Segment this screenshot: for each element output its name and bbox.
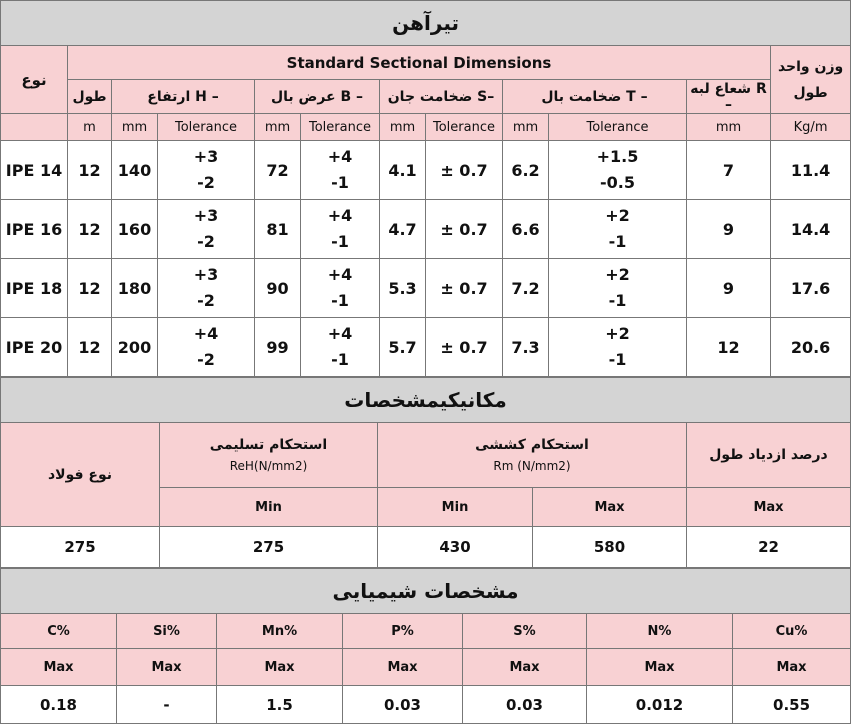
table-row — [1, 318, 851, 377]
row-width: 81 — [255, 200, 301, 259]
steel-type-value: 275 — [1, 527, 160, 568]
unit-radius: mm — [687, 114, 771, 141]
tensile-max-label: Max — [533, 488, 687, 527]
row-web: 4.7 — [380, 200, 426, 259]
tensile-header: استحکام کششی Rm (N/mm2) — [378, 423, 687, 488]
col-radius-header: شعاع لبه R – — [687, 80, 771, 114]
row-length: 12 — [68, 200, 112, 259]
row-radius: 12 — [687, 318, 771, 377]
unit-web: mm — [380, 114, 426, 141]
row-type: IPE 16 — [1, 200, 68, 259]
tol-flange: Tolerance — [549, 114, 687, 141]
row-web-tol: ± 0.7 — [426, 259, 503, 318]
tol-height: Tolerance — [158, 114, 255, 141]
unit-weight: Kg/m — [771, 114, 851, 141]
col-length-header: طول — [68, 80, 112, 114]
element-value: 0.55 — [733, 686, 851, 724]
unit-length: m — [68, 114, 112, 141]
tensile-min-label: Min — [378, 488, 533, 527]
element-value: - — [117, 686, 217, 724]
row-width: 90 — [255, 259, 301, 318]
row-length: 12 — [68, 259, 112, 318]
row-height-tol: +3 -2 — [158, 259, 255, 318]
col-height-header: ارتفاع H – — [112, 80, 255, 114]
unit-height: mm — [112, 114, 158, 141]
max-label: Max — [733, 649, 851, 686]
element-header: S% — [463, 614, 587, 649]
table-row — [1, 259, 851, 318]
element-header: C% — [1, 614, 117, 649]
section-title-chemical: مشخصات شیمیایی — [1, 569, 851, 614]
yield-header: استحکام تسلیمی ReH(N/mm2) — [160, 423, 378, 488]
section-title-mechanical: مکانیکیمشخصات — [1, 378, 851, 423]
row-height-tol: +3 -2 — [158, 141, 255, 200]
row-web-tol: ± 0.7 — [426, 318, 503, 377]
row-weight: 20.6 — [771, 318, 851, 377]
tol-width: Tolerance — [301, 114, 380, 141]
element-value: 0.18 — [1, 686, 117, 724]
col-flange-header: ضخامت بال T – — [503, 80, 687, 114]
element-value: 0.012 — [587, 686, 733, 724]
row-width-tol: +4 -1 — [301, 318, 380, 377]
tensile-max-value: 580 — [533, 527, 687, 568]
row-height: 180 — [112, 259, 158, 318]
row-width: 99 — [255, 318, 301, 377]
row-flange: 7.3 — [503, 318, 549, 377]
row-weight: 11.4 — [771, 141, 851, 200]
standard-dimensions-header: Standard Sectional Dimensions — [68, 46, 771, 80]
row-width-tol: +4 -1 — [301, 141, 380, 200]
col-type-header: نوع — [1, 46, 68, 114]
element-header: Si% — [117, 614, 217, 649]
mechanical-table — [0, 377, 851, 568]
max-label: Max — [587, 649, 733, 686]
col-width-header: عرض بال B – — [255, 80, 380, 114]
element-value: 0.03 — [343, 686, 463, 724]
row-web-tol: ± 0.7 — [426, 141, 503, 200]
max-label: Max — [463, 649, 587, 686]
steel-type-header: نوع فولاد — [1, 423, 160, 527]
table-row — [1, 200, 851, 259]
element-header: Cu% — [733, 614, 851, 649]
row-height: 160 — [112, 200, 158, 259]
chemical-table — [0, 568, 851, 724]
row-flange-tol: +2 -1 — [549, 200, 687, 259]
section-title-beam: تیرآهن — [1, 1, 851, 46]
row-height-tol: +3 -2 — [158, 200, 255, 259]
elongation-max-label: Max — [687, 488, 851, 527]
yield-min-label: Min — [160, 488, 378, 527]
row-type: IPE 18 — [1, 259, 68, 318]
elongation-header: درصد ازدیاد طول — [687, 423, 851, 488]
row-radius: 7 — [687, 141, 771, 200]
yield-min-value: 275 — [160, 527, 378, 568]
row-flange-tol: +1.5 -0.5 — [549, 141, 687, 200]
row-height: 140 — [112, 141, 158, 200]
row-flange: 6.6 — [503, 200, 549, 259]
element-header: N% — [587, 614, 733, 649]
row-web-tol: ± 0.7 — [426, 200, 503, 259]
max-label: Max — [117, 649, 217, 686]
unit-width: mm — [255, 114, 301, 141]
row-flange-tol: +2 -1 — [549, 259, 687, 318]
row-height: 200 — [112, 318, 158, 377]
table-row — [1, 141, 851, 200]
row-radius: 9 — [687, 200, 771, 259]
row-web: 4.1 — [380, 141, 426, 200]
tensile-min-value: 430 — [378, 527, 533, 568]
row-web: 5.7 — [380, 318, 426, 377]
max-label: Max — [1, 649, 117, 686]
row-type: IPE 20 — [1, 318, 68, 377]
row-weight: 17.6 — [771, 259, 851, 318]
row-radius: 9 — [687, 259, 771, 318]
unit-flange: mm — [503, 114, 549, 141]
element-header: P% — [343, 614, 463, 649]
col-weight-header: وزن واحد طول — [771, 46, 851, 114]
row-length: 12 — [68, 141, 112, 200]
row-length: 12 — [68, 318, 112, 377]
row-weight: 14.4 — [771, 200, 851, 259]
elongation-max-value: 22 — [687, 527, 851, 568]
element-value: 0.03 — [463, 686, 587, 724]
row-width-tol: +4 -1 — [301, 200, 380, 259]
element-header: Mn% — [217, 614, 343, 649]
row-height-tol: +4 -2 — [158, 318, 255, 377]
max-label: Max — [343, 649, 463, 686]
row-width: 72 — [255, 141, 301, 200]
tol-web: Tolerance — [426, 114, 503, 141]
row-flange: 7.2 — [503, 259, 549, 318]
element-value: 1.5 — [217, 686, 343, 724]
row-width-tol: +4 -1 — [301, 259, 380, 318]
row-flange: 6.2 — [503, 141, 549, 200]
row-flange-tol: +2 -1 — [549, 318, 687, 377]
col-web-header: ضخامت جان S– — [380, 80, 503, 114]
row-web: 5.3 — [380, 259, 426, 318]
row-type: IPE 14 — [1, 141, 68, 200]
max-label: Max — [217, 649, 343, 686]
